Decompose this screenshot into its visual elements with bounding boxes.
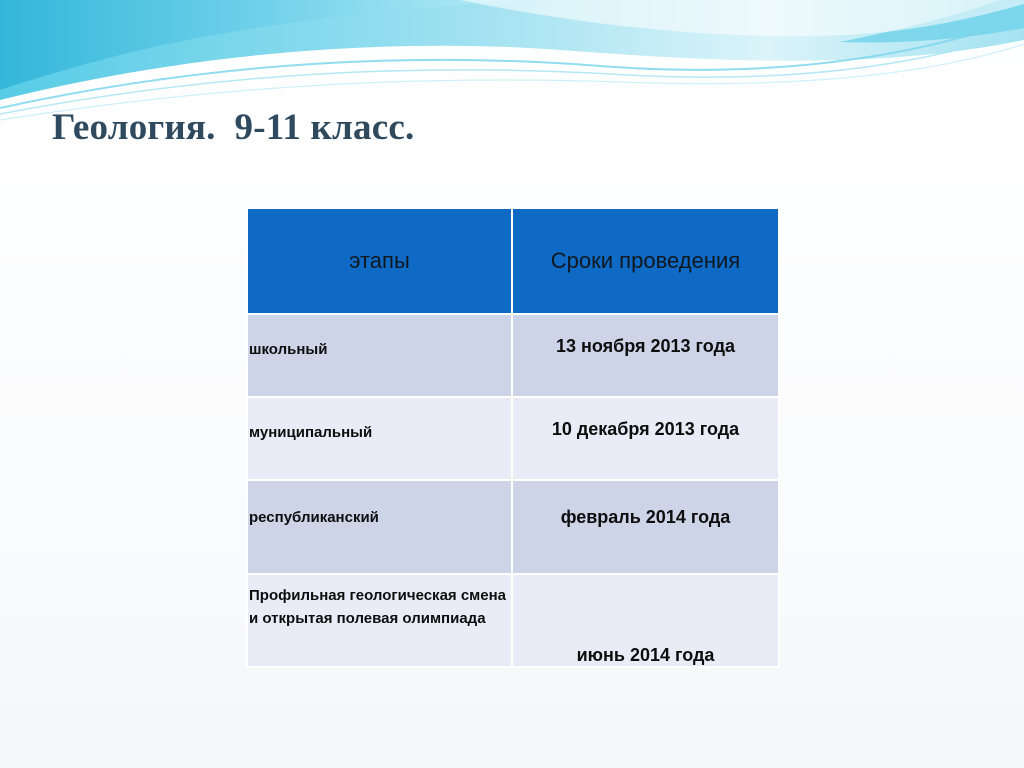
date-cell — [512, 574, 779, 667]
table-row — [247, 397, 779, 480]
stages-table — [246, 207, 780, 668]
stage-cell: школьный — [247, 314, 512, 397]
stage-cell: Профильная геологическая смена и открытая полевая олимпиада — [247, 574, 512, 667]
stage-cell: муниципальный — [247, 397, 512, 480]
date-text: июнь 2014 года — [576, 645, 715, 665]
table-row — [247, 574, 779, 667]
table-row — [247, 480, 779, 574]
stage-cell: республиканский — [247, 480, 512, 574]
header-dates: Сроки проведения — [512, 208, 779, 314]
date-cell: 13 ноября 2013 года — [512, 314, 779, 397]
date-cell: февраль 2014 года — [512, 480, 779, 574]
slide-title: Геология. 9-11 класс. — [52, 107, 415, 148]
date-cell: 10 декабря 2013 года — [512, 397, 779, 480]
header-stages: этапы — [247, 208, 512, 314]
table-row — [247, 314, 779, 397]
table-header-row — [247, 208, 779, 314]
